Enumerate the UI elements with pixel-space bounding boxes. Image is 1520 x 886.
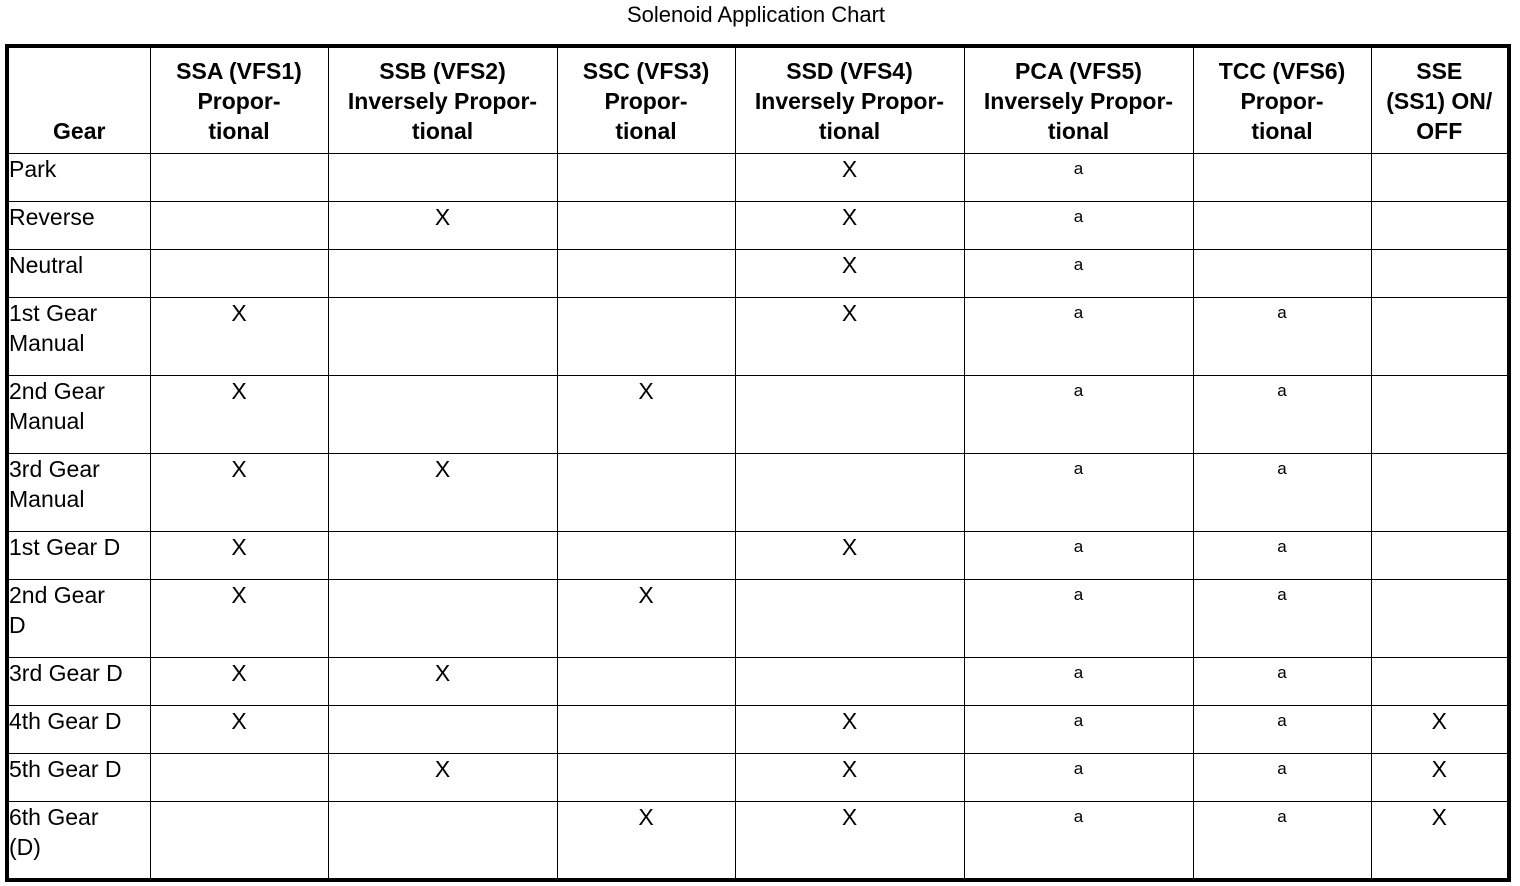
table-row [7,706,1509,754]
cell-ssa [150,754,328,802]
cell-ssc [557,754,735,802]
cell-ssc: X [557,580,735,658]
cell-tcc [1193,154,1371,202]
header-ssd: SSD (VFS4) Inversely Propor- tional [735,46,964,154]
cell-ssd [735,580,964,658]
table-row [7,580,1509,658]
cell-ssb [328,532,557,580]
cell-ssc [557,532,735,580]
cell-ssa: X [150,298,328,376]
cell-tcc: a [1193,298,1371,376]
cell-sse [1371,376,1509,454]
cell-ssb [328,706,557,754]
table-row [7,202,1509,250]
cell-sse [1371,202,1509,250]
cell-ssb: X [328,754,557,802]
gear-cell: 1st Gear D [7,532,150,580]
cell-tcc: a [1193,454,1371,532]
cell-sse [1371,580,1509,658]
cell-ssd: X [735,754,964,802]
cell-ssb: X [328,454,557,532]
table-row [7,658,1509,706]
cell-tcc: a [1193,376,1371,454]
cell-ssb [328,154,557,202]
cell-ssa: X [150,376,328,454]
cell-ssc [557,298,735,376]
header-tcc: TCC (VFS6) Propor- tional [1193,46,1371,154]
table-row [7,754,1509,802]
cell-pca: a [964,658,1193,706]
table-row [7,532,1509,580]
cell-tcc: a [1193,802,1371,880]
cell-ssb: X [328,202,557,250]
gear-cell: Reverse [7,202,150,250]
table-body [7,154,1509,880]
header-ssa: SSA (VFS1) Propor- tional [150,46,328,154]
solenoid-application-table [5,44,1511,882]
cell-ssd: X [735,298,964,376]
cell-ssc: X [557,802,735,880]
cell-sse: X [1371,706,1509,754]
gear-cell: 3rd Gear Manual [7,454,150,532]
cell-ssa: X [150,706,328,754]
gear-cell: Neutral [7,250,150,298]
table-row [7,454,1509,532]
cell-tcc: a [1193,706,1371,754]
cell-ssa: X [150,658,328,706]
cell-ssd: X [735,250,964,298]
header-ssb: SSB (VFS2) Inversely Propor- tional [328,46,557,154]
cell-ssb [328,580,557,658]
cell-sse: X [1371,754,1509,802]
cell-ssc [557,658,735,706]
cell-pca: a [964,454,1193,532]
cell-sse [1371,658,1509,706]
gear-cell: 4th Gear D [7,706,150,754]
cell-ssb [328,298,557,376]
cell-ssd: X [735,532,964,580]
table-row [7,154,1509,202]
cell-pca: a [964,580,1193,658]
cell-ssc [557,250,735,298]
cell-ssa: X [150,532,328,580]
cell-sse [1371,298,1509,376]
cell-pca: a [964,298,1193,376]
cell-ssa [150,154,328,202]
cell-sse [1371,154,1509,202]
cell-ssc [557,154,735,202]
cell-tcc [1193,202,1371,250]
cell-pca: a [964,250,1193,298]
gear-cell: 6th Gear (D) [7,802,150,880]
cell-ssd [735,658,964,706]
header-gear: Gear [7,46,150,154]
cell-ssd: X [735,202,964,250]
cell-ssc: X [557,376,735,454]
gear-cell: 5th Gear D [7,754,150,802]
cell-ssa [150,202,328,250]
table-row [7,376,1509,454]
cell-ssc [557,706,735,754]
cell-ssc [557,454,735,532]
cell-tcc: a [1193,658,1371,706]
cell-ssb [328,802,557,880]
gear-cell: 3rd Gear D [7,658,150,706]
cell-ssd: X [735,154,964,202]
cell-ssd: X [735,706,964,754]
cell-ssa: X [150,580,328,658]
cell-pca: a [964,376,1193,454]
table-row [7,250,1509,298]
cell-sse [1371,250,1509,298]
table-row [7,802,1509,880]
cell-ssa [150,250,328,298]
gear-cell: 1st Gear Manual [7,298,150,376]
cell-sse [1371,532,1509,580]
cell-pca: a [964,802,1193,880]
header-pca: PCA (VFS5) Inversely Propor- tional [964,46,1193,154]
header-ssc: SSC (VFS3) Propor- tional [557,46,735,154]
gear-cell: Park [7,154,150,202]
gear-cell: 2nd Gear D [7,580,150,658]
cell-pca: a [964,706,1193,754]
cell-ssd [735,454,964,532]
gear-cell: 2nd Gear Manual [7,376,150,454]
cell-pca: a [964,202,1193,250]
chart-title: Solenoid Application Chart [626,2,886,27]
cell-ssb [328,376,557,454]
cell-tcc [1193,250,1371,298]
cell-tcc: a [1193,532,1371,580]
cell-pca: a [964,532,1193,580]
cell-sse [1371,454,1509,532]
cell-ssc [557,202,735,250]
cell-ssd [735,376,964,454]
cell-ssb: X [328,658,557,706]
cell-ssa [150,802,328,880]
cell-sse: X [1371,802,1509,880]
cell-pca: a [964,754,1193,802]
cell-tcc: a [1193,580,1371,658]
header-row [7,46,1509,154]
cell-ssa: X [150,454,328,532]
header-sse: SSE (SS1) ON/ OFF [1371,46,1509,154]
cell-ssb [328,250,557,298]
cell-pca: a [964,154,1193,202]
table-row [7,298,1509,376]
cell-tcc: a [1193,754,1371,802]
cell-ssd: X [735,802,964,880]
